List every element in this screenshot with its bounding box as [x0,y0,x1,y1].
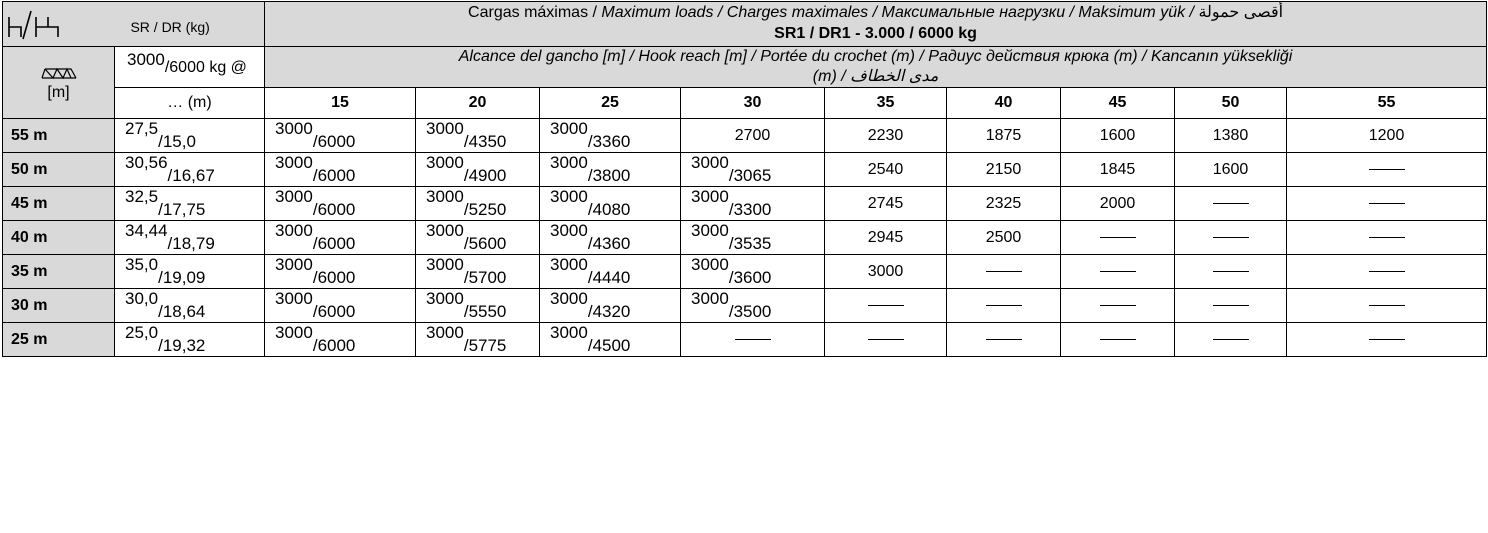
load-sr: 3000 [691,288,729,308]
load-sr: 3000 [275,152,313,172]
load-cell: 2325 [947,187,1061,221]
load-cell [540,187,681,221]
load-sr: 3000 [426,186,464,206]
load-cell: 2500 [947,221,1061,255]
load-cell: 1600 [1061,119,1175,153]
load-dr: /4500 [587,335,631,355]
load-cell [265,119,416,153]
reach-dr: /16,67 [167,165,215,185]
load-dr: /3300 [728,199,772,219]
load-sr: 3000 [691,152,729,172]
load-sr: 3000 [691,186,729,206]
unit-label: SR / DR (kg) [130,19,210,36]
load-dr: /4440 [587,267,631,287]
load-cell [681,153,825,187]
jib-icon [41,66,77,80]
load-cell [681,289,825,323]
load-cell: 2540 [825,153,947,187]
load-cell: 2000 [1061,187,1175,221]
jib-length-cell: 45 m [3,187,115,221]
hook-reach-title: Alcance del gancho [m] / Hook reach [m] / Portée du crochet (m) / Радиус действия крюка (m) / Kancanın yüksekliği (m) / مدى الخطاف [265,47,1487,88]
max-reach-cell [115,119,265,153]
load-dr: /4350 [463,131,507,151]
load-cell [1287,221,1487,255]
load-cell [416,119,540,153]
no-value-dash [868,339,904,340]
load-cell [1175,323,1287,357]
load-sr: 3000 [550,152,588,172]
load-cell [947,289,1061,323]
load-sr: 3000 [426,254,464,274]
jib-length-cell: 40 m [3,221,115,255]
load-cell [265,221,416,255]
jib-unit-label: [m] [47,83,70,101]
load-cell [540,153,681,187]
model-capacity-line: SR1 / DR1 - 3.000 / 6000 kg [774,25,977,42]
load-dr: /4320 [587,301,631,321]
load-cell [1175,221,1287,255]
load-dr: /3500 [728,301,772,321]
max-loads-title: Cargas máximas / Maximum loads / Charges maximales / Максимальные нагрузки / Maksimum yük / أقصى حمولة [468,4,1284,21]
table-row [3,255,1487,289]
hook-symbols-icon [6,7,126,41]
load-sr: 3000 [550,322,588,342]
no-value-dash [986,339,1022,340]
load-cell [265,153,416,187]
reach-sr: 35,0 [125,254,159,274]
load-sr: 3000 [691,220,729,240]
no-value-dash [1100,237,1136,238]
load-cell [1061,289,1175,323]
load-cell [681,323,825,357]
load-cell: 2945 [825,221,947,255]
load-sr: 3000 [550,288,588,308]
reach-dr: /19,09 [158,267,206,287]
load-cell [825,323,947,357]
load-sr: 3000 [275,118,313,138]
max-reach-cell [115,289,265,323]
load-dr: /6000 [312,267,356,287]
load-dr: /6000 [312,233,356,253]
load-dr: /3535 [728,233,772,253]
load-cell [416,323,540,357]
jib-length-header [3,47,115,119]
jib-length-cell: 25 m [3,323,115,357]
load-dr: /6000 [312,199,356,219]
no-value-dash [1369,271,1405,272]
table-row [3,323,1487,357]
load-cell [416,221,540,255]
load-sr: 3000 [275,186,313,206]
reach-header-40: 40 [947,88,1061,119]
no-value-dash [868,305,904,306]
load-cell [1061,255,1175,289]
load-sr: 3000 [275,288,313,308]
load-cell: 2230 [825,119,947,153]
load-cell [947,255,1061,289]
reach-dr: /15,0 [158,131,196,151]
load-dr: /3600 [728,267,772,287]
table-row [3,119,1487,153]
load-cell [1287,187,1487,221]
max-reach-cell [115,153,265,187]
no-value-dash [986,271,1022,272]
load-cell [947,323,1061,357]
load-cell [416,255,540,289]
load-cell: 1845 [1061,153,1175,187]
load-cell [265,323,416,357]
no-value-dash [1100,271,1136,272]
load-chart-table [2,1,1487,357]
load-cell [1287,323,1487,357]
jib-length-cell: 30 m [3,289,115,323]
load-sr: 3000 [426,152,464,172]
load-dr: /5600 [463,233,507,253]
reach-header-55: 55 [1287,88,1487,119]
load-dr: /4900 [463,165,507,185]
reach-dr: /18,64 [158,301,206,321]
no-value-dash [1369,339,1405,340]
load-dr: /6000 [312,301,356,321]
load-dr: /3065 [728,165,772,185]
load-cell [1175,289,1287,323]
load-cell [540,255,681,289]
load-sr: 3000 [426,118,464,138]
load-sr: 3000 [426,220,464,240]
load-cell [265,187,416,221]
reach-header-15: 15 [265,88,416,119]
no-value-dash [986,305,1022,306]
no-value-dash [1100,305,1136,306]
load-at-unit-label: … (m) [115,88,265,119]
load-cell [540,221,681,255]
reach-sr: 25,0 [125,322,159,342]
reach-header-50: 50 [1175,88,1287,119]
load-cell [416,153,540,187]
no-value-dash [1213,271,1249,272]
load-cell [416,289,540,323]
reach-sr: 27,5 [125,118,159,138]
table-row [3,187,1487,221]
max-reach-cell [115,255,265,289]
reach-sr: 32,5 [125,186,159,206]
no-value-dash [1213,203,1249,204]
load-sr: 3000 [275,220,313,240]
reach-sr: 30,56 [125,152,168,172]
load-cell [681,255,825,289]
jib-length-cell: 50 m [3,153,115,187]
no-value-dash [1213,305,1249,306]
reach-dr: /17,75 [158,199,206,219]
no-value-dash [1369,305,1405,306]
load-at-reach-label: 3000/6000 kg @ [115,47,265,88]
load-dr: /5250 [463,199,507,219]
load-sr: 3000 [275,322,313,342]
no-value-dash [1369,169,1405,170]
jib-length-cell: 35 m [3,255,115,289]
no-value-dash [1213,237,1249,238]
load-dr: /4360 [587,233,631,253]
load-dr: /5700 [463,267,507,287]
load-cell: 3000 [825,255,947,289]
table-row [3,289,1487,323]
jib-length-cell: 55 m [3,119,115,153]
load-sr: 3000 [426,288,464,308]
title-cell [265,2,1487,47]
load-cell: 1875 [947,119,1061,153]
max-reach-cell [115,221,265,255]
load-cell: 2150 [947,153,1061,187]
no-value-dash [1369,237,1405,238]
load-cell: 1380 [1175,119,1287,153]
load-sr: 3000 [275,254,313,274]
load-dr: /5550 [463,301,507,321]
load-cell [265,289,416,323]
load-sr: 3000 [691,254,729,274]
no-value-dash [735,339,771,340]
reach-dr: /18,79 [167,233,215,253]
load-cell [1061,221,1175,255]
load-cell [825,289,947,323]
load-dr: /4080 [587,199,631,219]
no-value-dash [1369,203,1405,204]
load-cell: 2745 [825,187,947,221]
no-value-dash [1213,339,1249,340]
table-row [3,221,1487,255]
reach-sr: 34,44 [125,220,168,240]
reach-header-20: 20 [416,88,540,119]
load-dr: /6000 [312,165,356,185]
load-cell [540,289,681,323]
load-cell [1175,255,1287,289]
load-cell [1287,153,1487,187]
load-dr: /5775 [463,335,507,355]
load-sr: 3000 [426,322,464,342]
load-cell [1061,323,1175,357]
load-cell [265,255,416,289]
load-cell [1287,255,1487,289]
load-cell: 2700 [681,119,825,153]
load-cell [540,323,681,357]
reach-dr: /19,32 [158,335,206,355]
load-cell [681,187,825,221]
load-sr: 3000 [550,220,588,240]
table-row [3,153,1487,187]
load-sr: 3000 [550,254,588,274]
load-cell [540,119,681,153]
load-cell [1287,289,1487,323]
hook-symbol-header [3,2,265,47]
load-sr: 3000 [550,186,588,206]
reach-header-25: 25 [540,88,681,119]
reach-header-45: 45 [1061,88,1175,119]
load-cell [681,221,825,255]
reach-header-30: 30 [681,88,825,119]
max-reach-cell [115,187,265,221]
reach-sr: 30,0 [125,288,159,308]
load-dr: /6000 [312,335,356,355]
load-cell: 1200 [1287,119,1487,153]
load-sr: 3000 [550,118,588,138]
load-cell [416,187,540,221]
load-cell: 1600 [1175,153,1287,187]
max-reach-cell [115,323,265,357]
reach-header-35: 35 [825,88,947,119]
no-value-dash [1100,339,1136,340]
load-dr: /3360 [587,131,631,151]
load-cell [1175,187,1287,221]
load-dr: /6000 [312,131,356,151]
load-dr: /3800 [587,165,631,185]
